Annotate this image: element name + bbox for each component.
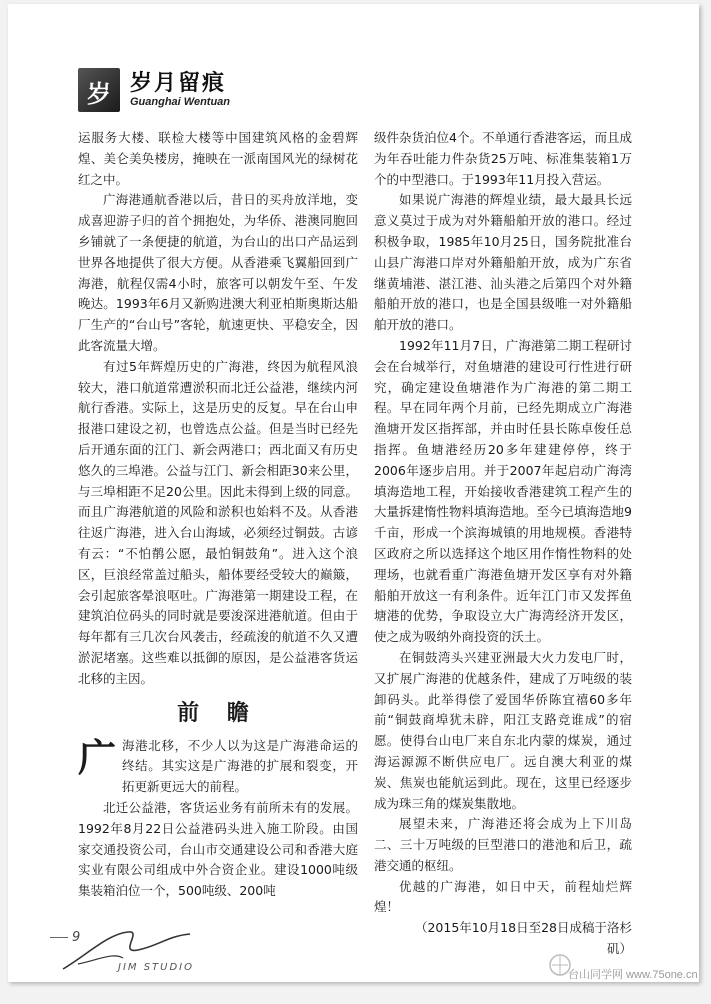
section-heading: 前 瞻	[177, 700, 259, 726]
paragraph: 在铜鼓湾头兴建亚洲最大火力发电厂时，又扩展广海港的优越条件，建成了万吨级的装卸码头。此举得偿了爱国华侨陈宜禧60多年前“铜鼓商埠犹未辟，阳江支路竞谁成”的宿愿。使得台山电厂来自东北内蒙的煤炭，通过海运源源不断供应电厂。远自澳大利亚的煤炭、焦炭也能航运到此。现在，这里已经逐步成为珠三角的煤炭集散地。	[374, 649, 632, 811]
left-column	[78, 128, 358, 902]
paragraph-with-dropcap	[78, 736, 358, 798]
paragraph: 展望未来，广海港还将会成为上下川岛二、三十万吨级的巨型港口的港池和后卫，疏港交通的枢纽。	[374, 816, 632, 873]
column-title: 岁月留痕	[130, 71, 227, 96]
magazine-page	[8, 4, 699, 982]
right-column	[374, 128, 632, 960]
column-logo	[78, 68, 120, 112]
paragraph: 优越的广海港，如日中天，前程灿烂辉煌！	[374, 878, 632, 915]
page-number: 9	[50, 930, 80, 945]
date-note: （2015年10月18日至28日成稿于洛杉矶）	[414, 920, 632, 957]
column-subtitle: Guanghai Wentuan	[130, 96, 231, 108]
paragraph: 如果说广海港的辉煌业绩，最大最具长远意义莫过于成为对外籍船舶开放的港口。经过积极争取，1985年10月25日，国务院批准台山县广海港口岸对外籍船舶开放，成为广东省继黄埔港、湛江港、汕头港之后第四个对外籍船舶开放的港口，也是全国县级唯一对外籍船舶开放的港口。	[374, 192, 632, 333]
paragraph: 有过5年辉煌历史的广海港，终因为航程风浪较大，港口航道常遭淤积而北迁公益港，继续内河航行香港。实际上，这是历史的反复。早在台山申报港口建设之初，也曾选点公益。但是当时已经先后开通东面的江门、新会两港口；西北面又有历史悠久的三埠港。公益与江门、新会相距30来公里，与三埠相距不足20公里。因此未得到上级的同意。而且广海港航道的风险和淤积也始料不及。从香港往返广海港，进入台山海域，必须经过铜鼓。古谚有云：“不怕鹡公愿，最怕铜鼓角”。进入这个浪区，巨浪经常盖过船头，船体要经受较大的巅簸，会引起旅客晕浪呕吐。广海港第一期建设工程，在建筑泊位码头的同时就是要浚深进港航道。但由于每年都有三几次台风袭击，经疏浚的航道不久又遭淤泥堵塞。这些难以抵御的原因，是公益港客货运北移的主因。	[78, 358, 358, 686]
paragraph: 1992年11月7日，广海港第二期工程研讨会在台城举行，对鱼塘港的建设可行性进行研究，确定建设鱼塘港作为广海港的第二期工程。早在同年两个月前，已经先期成立广海港渔塘开发区指挥部，并由时任县长陈卓俊任总指挥。鱼塘港经历20多年建建停停，终于2006年逐步启用。并于2007年起启动广海湾填海造地工程，开始接收香港建筑工程产生的大量拆建惰性物料填海造地。至今已填海造地9千亩，形成一个滨海城镇的用地规模。香港特区政府之所以选择这个地区用作惰性物料的处理场，也就看重广海港鱼塘开发区享有对外籍船舶开放这一有利条件。近年江门市又发挥鱼塘港的优势，争取设立大广海湾经济开发区，使之成为吸纳外商投资的沃土。	[374, 337, 632, 645]
watermark-text: 台山同学网 www.75one.cn	[568, 969, 698, 981]
paragraph-text: 海港北移，不少人以为这是广海港命运的终结。其实这是广海港的扩展和裂变，开拓更新更远大的前程。	[122, 737, 358, 795]
signature-text: JIM STUDIO	[118, 962, 195, 973]
column-logo-glyph: 岁	[87, 79, 111, 108]
paragraph: 北迁公益港，客货运业务有前所未有的发展。1992年8月22日公益港码头进入施工阶段。由国家交通投资公司，台山市交通建设公司和香港大庭实业有限公司组成中外合资企业。建设1000吨级集装箱泊位一个，500吨级、200吨	[78, 799, 358, 899]
drop-cap: 广	[78, 734, 117, 780]
paragraph: 运服务大楼、联检大楼等中国建筑风格的金碧辉煌、美仑美奂楼房，掩映在一派南国风光的绿树花红之中。	[78, 130, 358, 187]
column-header	[78, 62, 308, 118]
paragraph: 级件杂货泊位4个。不单通行香港客运，而且成为年吞吐能力件杂货25万吨、标准集装箱1万个的中型港口。于1993年11月投入营运。	[374, 130, 632, 187]
paragraph: 广海港通航香港以后，昔日的买舟放洋地，变成喜迎游子归的首个拥抱处，为华侨、港澳同胞回乡铺就了一条便捷的航道，为台山的出口产品运到世界各地提供了很大方便。从香港乘飞翼船回到广海港，航程仅需4小时，旅客可以朝发午至、午发晚达。1993年6月又新购进澳大利亚柏斯奥斯达船厂生产的“台山号”客轮，航速更快、平稳安全，因此客流量大增。	[78, 192, 358, 353]
